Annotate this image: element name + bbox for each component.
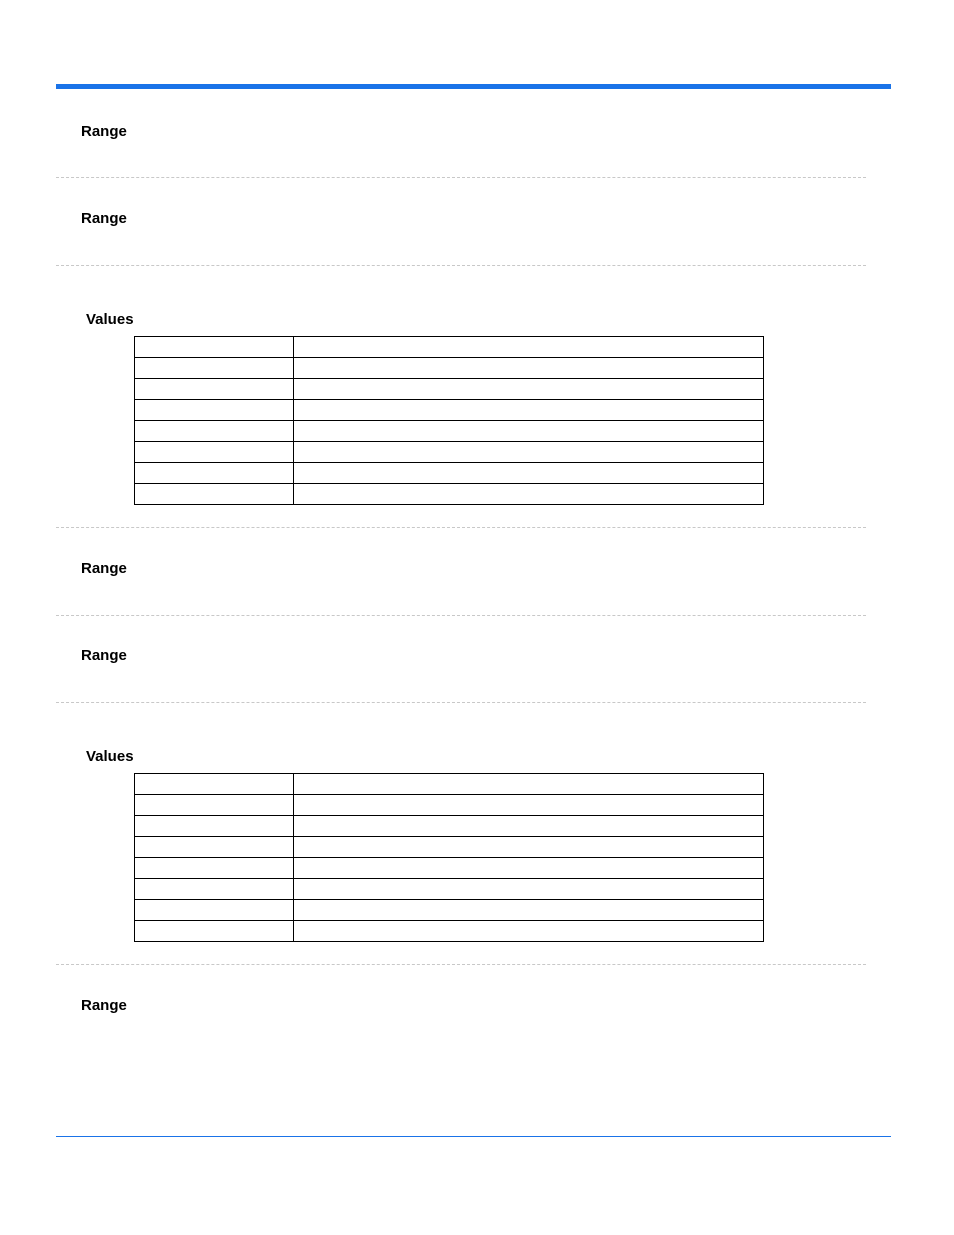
table-row	[135, 358, 764, 379]
table-cell	[294, 900, 764, 921]
table-cell	[135, 921, 294, 942]
header-rule	[56, 84, 891, 89]
table-cell	[294, 816, 764, 837]
table-cell	[135, 463, 294, 484]
section-separator	[56, 177, 866, 178]
table-cell	[294, 879, 764, 900]
section-separator	[56, 265, 866, 266]
table-cell	[135, 879, 294, 900]
range-label: Range	[81, 123, 127, 140]
values-label: Values	[86, 748, 134, 765]
table-cell	[294, 795, 764, 816]
table-row	[135, 421, 764, 442]
table-cell	[135, 795, 294, 816]
section-separator	[56, 527, 866, 528]
table-row	[135, 900, 764, 921]
section-separator	[56, 702, 866, 703]
table-cell	[135, 858, 294, 879]
table-row	[135, 795, 764, 816]
values-table	[134, 773, 764, 942]
table-cell	[135, 837, 294, 858]
table-cell	[294, 442, 764, 463]
table-cell	[294, 358, 764, 379]
table-row	[135, 484, 764, 505]
table-cell	[135, 774, 294, 795]
table-row	[135, 379, 764, 400]
table-cell	[135, 400, 294, 421]
table-cell	[294, 921, 764, 942]
section-separator	[56, 964, 866, 965]
range-label: Range	[81, 997, 127, 1014]
range-label: Range	[81, 210, 127, 227]
table-cell	[135, 900, 294, 921]
table-row	[135, 337, 764, 358]
table-cell	[294, 858, 764, 879]
table-cell	[294, 463, 764, 484]
table-cell	[294, 774, 764, 795]
table-row	[135, 774, 764, 795]
table-row	[135, 921, 764, 942]
table-row	[135, 463, 764, 484]
table-row	[135, 442, 764, 463]
section-separator	[56, 615, 866, 616]
table-cell	[135, 484, 294, 505]
table-cell	[135, 442, 294, 463]
table-cell	[135, 816, 294, 837]
table-cell	[294, 484, 764, 505]
table-cell	[294, 379, 764, 400]
range-label: Range	[81, 647, 127, 664]
range-label: Range	[81, 560, 127, 577]
table-cell	[294, 421, 764, 442]
footer-rule	[56, 1136, 891, 1137]
table-row	[135, 837, 764, 858]
values-label: Values	[86, 311, 134, 328]
table-cell	[294, 337, 764, 358]
table-cell	[135, 379, 294, 400]
table-cell	[135, 358, 294, 379]
table-row	[135, 400, 764, 421]
table-row	[135, 858, 764, 879]
table-row	[135, 816, 764, 837]
table-cell	[135, 337, 294, 358]
table-row	[135, 879, 764, 900]
table-cell	[294, 837, 764, 858]
table-cell	[135, 421, 294, 442]
table-cell	[294, 400, 764, 421]
values-table	[134, 336, 764, 505]
